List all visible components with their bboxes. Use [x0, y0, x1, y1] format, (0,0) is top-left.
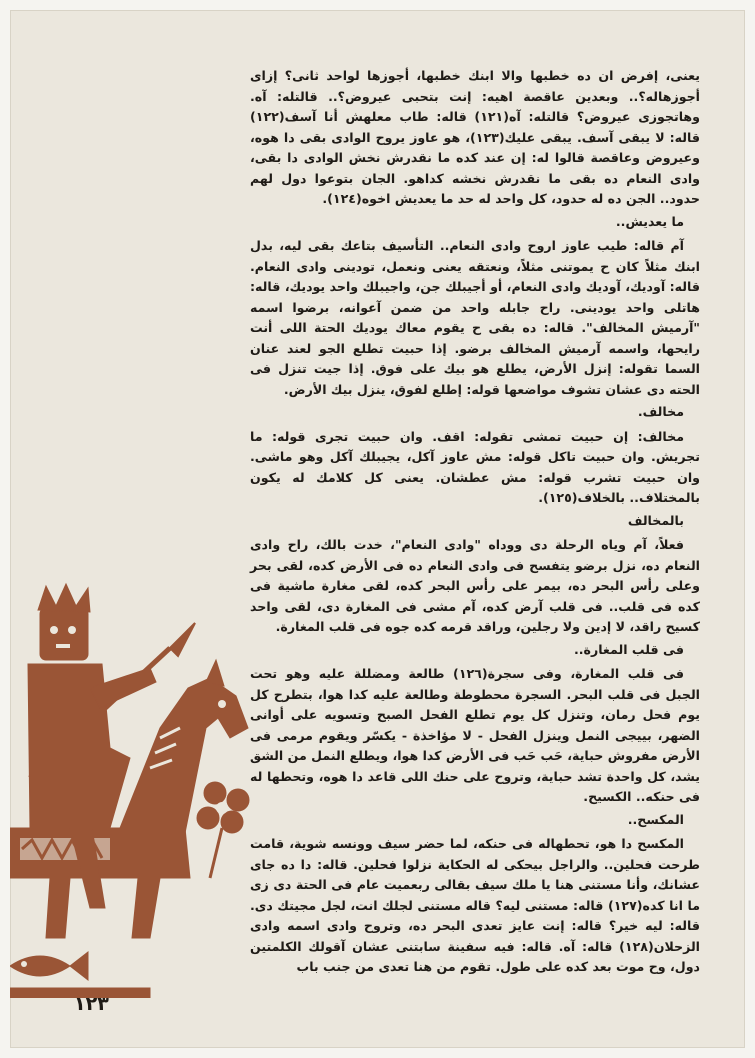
section-heading: ما يعديش..	[615, 213, 684, 229]
text-column	[250, 66, 700, 979]
body-paragraph: يعنى، إفرض ان ده خطبها والا ابنك خطبها، أجوزها لواحد ثانى؟ إزاى أجوزهاله؟.. وبعدين عاقصة اهيه: إنت بتحبى عيروض؟.. قالتله: آه. وهاتجوزى عيروض؟ قالتله: آه(١٢١) قاله: طاب معلهش أنا آسف(١٢٢) قاله: لا يبقى آسف. يبقى عليك(١٢٣)، هو عاوز يروح الوادى بقى دا هوه، وعيروض وعاقصة قالوا له: إن عند كده ما نقدرش نخش الوادى دا بقى، وادى النعام ده بقى ما نقدرش نخشه كداهو. الجان بتوعوا دول لهم حدود.. الجن ده له حدود، كل واحد له حد ما يعديش اخوه(١٢٤).	[250, 68, 700, 206]
body-paragraph: آم قاله: طيب عاوز اروح وادى النعام.. التأسيف بتاعك بقى ليه، بدل ابنك مثلاً كان ح يموتنى مثلاً، ونعتقه يعنى ونعمل، تودينى وادى النعام. قاله: آوديك، آوديك وادى النعام، أو أجيبلك جن، واجيبلك واحد يوديك، قاله: هاتلى واحد يودينى. راح جابله واحد من ضمن آعوانه، برضوا اسمه "آرميش المخالف". قاله: ده بقى ح يقوم معاك يوديك الحتة اللى أنت رايحها، واسمه آرميش المخالف برضو. إذا حبيت تطلع الجو لعند عنان السما تقوله: إنزل الأرض، يطلع هو بيك على فوق. إذا جيت تنزل فى الحته دى عشان تشوف مواضعها قوله: إطلع لفوق، ينزل بيك الأرض.	[250, 238, 700, 397]
section-heading: بالمخالف	[627, 512, 684, 528]
document-page	[10, 10, 745, 1048]
body-paragraph: فعلاً، آم وياه الرحلة دى ووداه "وادى النعام"، خدت بالك، راح وادى النعام ده، نزل برضو يتفسح فى وادى النعام ده فى الأرض كده، لقى بحر وعلى رأس البحر ده، بيمر على رأس البحر كده، لقى مغارة ماشية فى كده فى قلب.. فى قلب آرض كده، آم مشى فى المغارة دى، لقى واحد كسيح راقد، لا إدين ولا رجلين، وراقد قرمه كده جوه فى قلب المغارة.	[250, 537, 700, 634]
body-paragraph: مخالف: إن حبيت تمشى تقوله: اقف. وان حبيت تجرى قوله: ما تجريش. وان حبيت تاكل قوله: مش عاوز آكل، يجيبلك آكل وهو ماشى. وان حبيت تشرب قوله: مش عطشان. يعنى كل كلامك له يكون بالمختلاف.. بالخلاف(١٢٥).	[250, 428, 700, 505]
section-heading: مخالف.	[637, 404, 684, 419]
page-number: ١٢٣	[74, 993, 109, 1015]
body-paragraph: فى قلب المغارة، وفى سجرة(١٢٦) طالعة ومضللة عليه وهو تحت الجبل فى قلب البحر. السجرة محطوطة وطالعة عليه كدا هوا، بتطرح كل يوم فحل رمان، وتنزل كل يوم تطلع الفحل الصبح وتسويه على أوانى الضهر، بييجى النمل وينزل الفحل - لا مؤاخذة - يكسّر ويقوم مرمى فى الأرض مفروش حباية، حَب حَب فى الأرض كدا هوا، ويطلع النمل من الشق يشد، كل واحدة تشد حباية، وتروح على حنك اللى قاعد دا هوه، وتحطها له فى حنكه.. الكسيح.	[250, 666, 700, 804]
body-paragraph: المكسح دا هو، تحطهاله فى حنكه، لما حضر سيف وونسه شوية، قامت طرحت فحلين.. والراجل بيحكى له الحكاية نزلوا فحلين. قاله: دا ده جاى عشانك، وأنا مستنى هنا يا ملك سيف بقالى ربعميت عام فى الحتة دى زى ما انا كده(١٢٧) قاله: مستنى ليه؟ قاله مستنى لجلك انت، لجل مجيتك دى. قاله: ليه خير؟ قاله: إنت عايز تعدى البحر ده، وتروح وادى اسمه وادى الزحلان(١٢٨) قاله: آه. قاله: فيه سفينة سابتنى عشان آقولك الكلمتين دول، وح موت بعد كده على طول. تقوم من هنا تعدى من جنب باب	[250, 836, 700, 974]
section-heading: فى قلب المغارة..	[573, 641, 684, 657]
section-heading: المكسح..	[627, 811, 684, 827]
horse-rider-woodcut-icon	[10, 578, 272, 998]
